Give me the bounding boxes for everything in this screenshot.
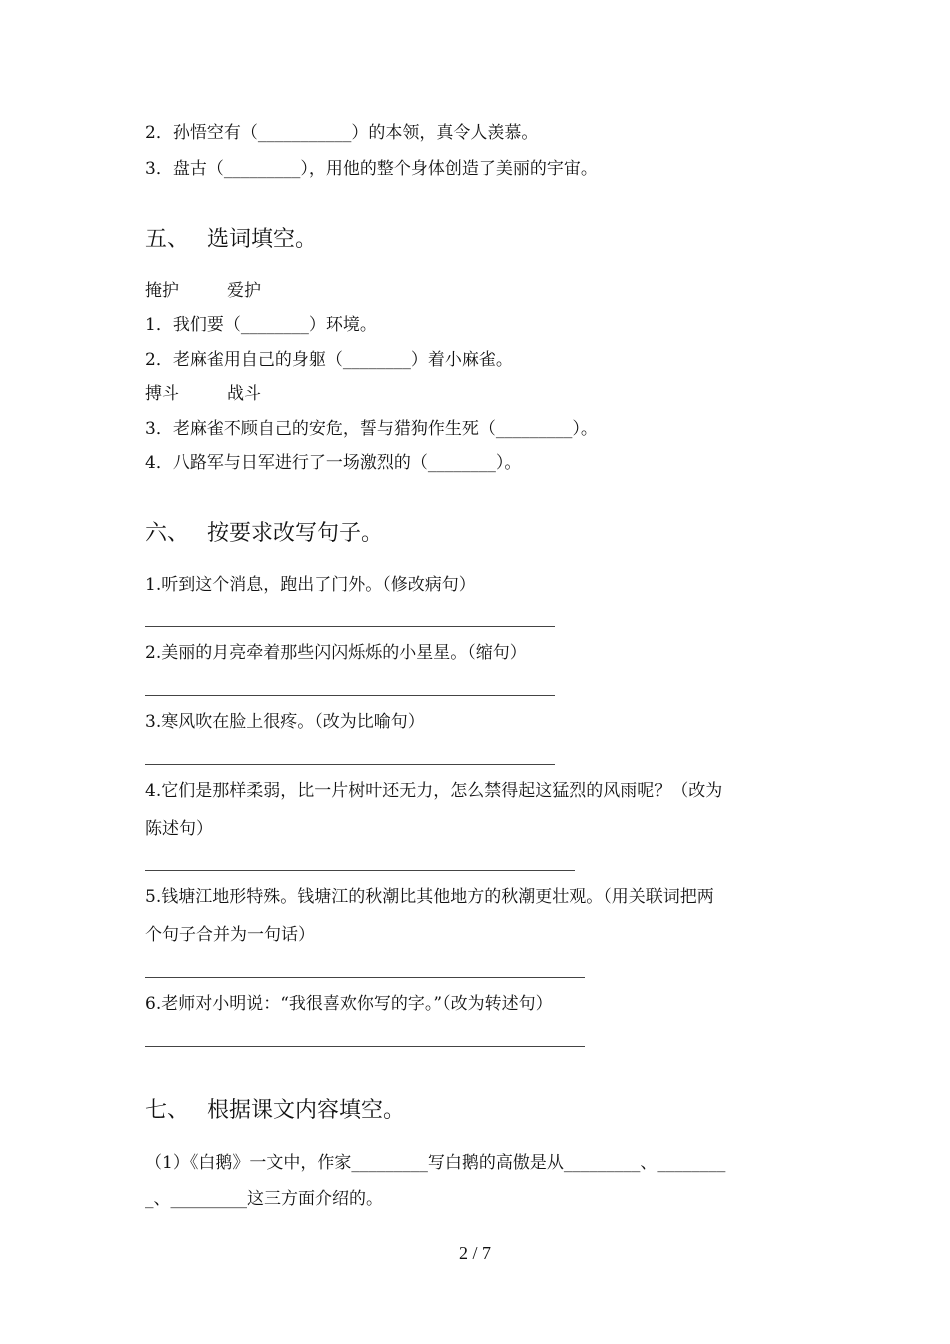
rewrite-question-1: 1.听到这个消息，跑出了门外。（修改病句） xyxy=(145,575,476,595)
word-choice: 搏斗 xyxy=(145,384,179,404)
section-6-heading xyxy=(145,520,383,548)
answer-line[interactable] xyxy=(145,764,555,765)
content-question-1-line-1: （1）《白鹅》一文中，作家_________写白鹅的高傲是从_________、________ xyxy=(145,1153,726,1173)
choice-item-4: 4．八路军与日军进行了一场激烈的（________）。 xyxy=(145,453,522,473)
section-5-title: 选词填空。 xyxy=(207,227,318,252)
choice-item-3: 3．老麻雀不顾自己的安危，誓与猎狗作生死（_________）。 xyxy=(145,419,598,439)
word-choice: 战斗 xyxy=(227,384,261,404)
word-choice-group-2 xyxy=(145,383,309,405)
rewrite-question-4-line-2: 陈述句） xyxy=(145,819,213,839)
choice-item-1: 1．我们要（________）环境。 xyxy=(145,315,377,335)
rewrite-question-5-line-1: 5.钱塘江地形特殊。钱塘江的秋潮比其他地方的秋潮更壮观。（用关联词把两 xyxy=(145,887,714,907)
answer-line[interactable] xyxy=(145,870,575,871)
section-5-number: 五、 xyxy=(145,227,190,252)
content-question-1-line-2: _、_________这三方面介绍的。 xyxy=(145,1189,383,1209)
section-7-heading xyxy=(145,1097,405,1125)
rewrite-question-5-line-2: 个句子合并为一句话） xyxy=(145,925,315,945)
section-7-title: 根据课文内容填空。 xyxy=(207,1098,406,1123)
fill-item-3: 3．盘古（_________），用他的整个身体创造了美丽的宇宙。 xyxy=(145,159,598,179)
fill-item-2: 2．孙悟空有（___________）的本领，真令人羡慕。 xyxy=(145,123,539,143)
answer-line[interactable] xyxy=(145,1046,585,1047)
rewrite-question-2: 2.美丽的月亮牵着那些闪闪烁烁的小星星。（缩句） xyxy=(145,643,527,663)
answer-line[interactable] xyxy=(145,977,585,978)
rewrite-question-6: 6.老师对小明说：“我很喜欢你写的字。”（改为转述句） xyxy=(145,994,553,1014)
word-choice: 掩护 xyxy=(145,281,179,301)
choice-item-2: 2．老麻雀用自己的身躯（________）着小麻雀。 xyxy=(145,350,513,370)
answer-line[interactable] xyxy=(145,695,555,696)
page-number: 2 / 7 xyxy=(458,1243,491,1263)
section-6-title: 按要求改写句子。 xyxy=(207,521,384,546)
word-choice-group-1 xyxy=(145,280,309,302)
rewrite-question-4-line-1: 4.它们是那样柔弱，比一片树叶还无力，怎么禁得起这猛烈的风雨呢？（改为 xyxy=(145,781,723,801)
answer-line[interactable] xyxy=(145,626,555,627)
section-5-heading xyxy=(145,226,317,254)
section-6-number: 六、 xyxy=(145,521,190,546)
word-choice: 爱护 xyxy=(227,281,261,301)
rewrite-question-3: 3.寒风吹在脸上很疼。（改为比喻句） xyxy=(145,712,425,732)
section-7-number: 七、 xyxy=(145,1098,190,1123)
